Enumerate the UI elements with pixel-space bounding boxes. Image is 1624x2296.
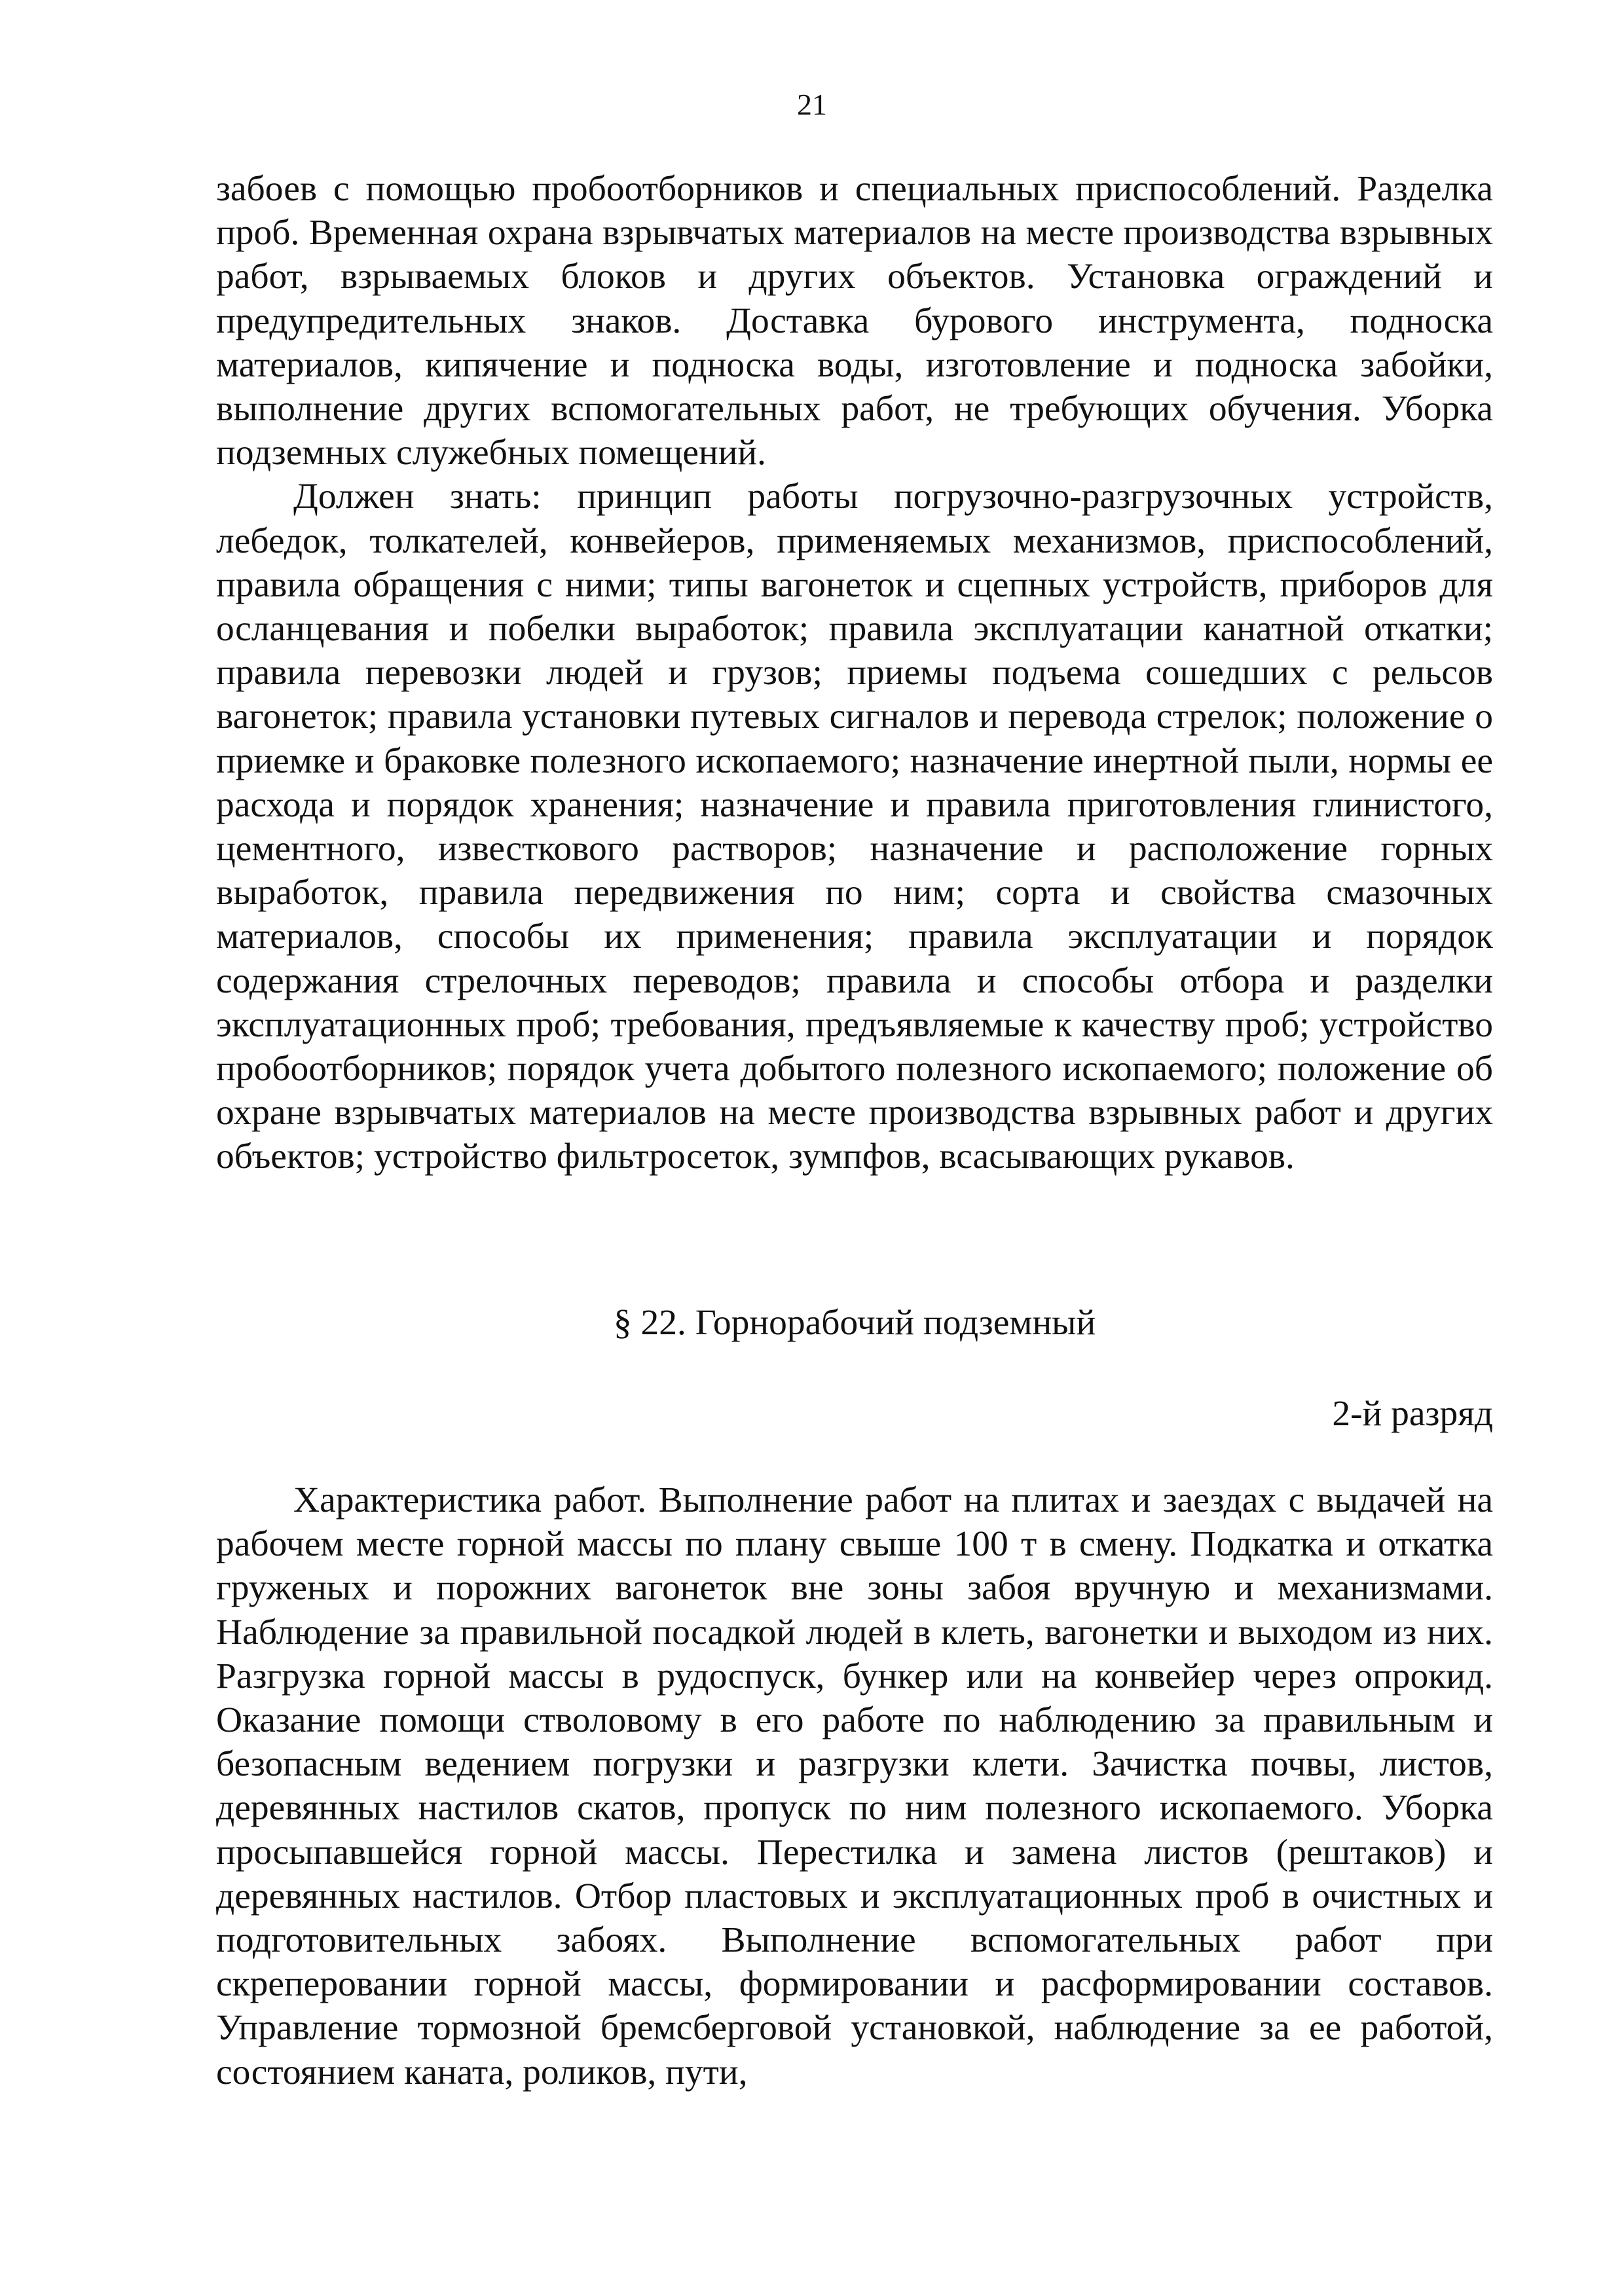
page-number: 21 <box>797 88 827 121</box>
paragraph-must-know: Должен знать: принцип работы погрузочно-разгрузочных устройств, лебедок, толкателей, конвейеров, применяемых механизмов, приспособлений, правила обращения с ними; типы вагонеток и сцепных устройств, приборов для осланцевания и побелки выработок; правила эксплуатации канатной откатки; правила перевозки людей и грузов; приемы подъема сошедших с рельсов вагонеток; правила установки путевых сигналов и перевода стрелок; положение о приемке и браковке полезного ископаемого; назначение инертной пыли, нормы ее расхода и порядок хранения; назначение и правила приготовления глинистого, цементного, известкового растворов; назначение и расположение горных выработок, правила передвижения по ним; сорта и свойства смазочных материалов, способы их применения; правила эксплуатации и порядок содержания стрелочных переводов; правила и способы отбора и разделки эксплуатационных проб; требования, предъявляемые к качеству проб; устройство пробоотборников; порядок учета добытого полезного ископаемого; положение об охране взрывчатых материалов на месте производства взрывных работ и других объектов; устройство фильтросеток, зумпфов, всасывающих рукавов. <box>216 477 1493 1177</box>
grade-label: 2-й разряд <box>1332 1394 1493 1434</box>
paragraph-work-characteristics: Характеристика работ. Выполнение работ на плитах и заездах с выдачей на рабочем месте горной массы по плану свыше 100 т в смену. Подкатка и откатка груженых и порожних вагонеток вне зоны забоя вручную и механизмами. Наблюдение за правильной посадкой людей в клеть, вагонетки и выходом из них. Разгрузка горной массы в рудоспуск, бункер или на конвейер через опрокид. Оказание помощи стволовому в его работе по наблюдению за правильным и безопасным ведением погрузки и разгрузки клети. Зачистка почвы, листов, деревянных настилов скатов, пропуск по ним полезного ископаемого. Уборка просыпавшейся горной массы. Перестилка и замена листов (рештаков) и деревянных настилов. Отбор пластовых и эксплуатационных проб в очистных и подготовительных забоях. Выполнение вспомогательных работ при скреперовании горной массы, формировании и расформировании составов. Управление тормозной бремсберговой установкой, наблюдение за ее работой, состоянием каната, роликов, пути, <box>216 1480 1493 2092</box>
section-title: § 22. Горнорабочий подземный <box>613 1303 1096 1343</box>
paragraph-continuation: забоев с помощью пробоотборников и специальных приспособлений. Разделка проб. Временная охрана взрывчатых материалов на месте производства взрывных работ, взрываемых блоков и других объектов. Установка ограждений и предупредительных знаков. Доставка бурового инструмента, подноска материалов, кипячение и подноска воды, изготовление и подноска забойки, выполнение других вспомогательных работ, не требующих обучения. Уборка подземных служебных помещений. <box>216 169 1493 473</box>
text-block-bottom <box>216 1478 1493 2094</box>
text-block-top <box>216 167 1493 1179</box>
